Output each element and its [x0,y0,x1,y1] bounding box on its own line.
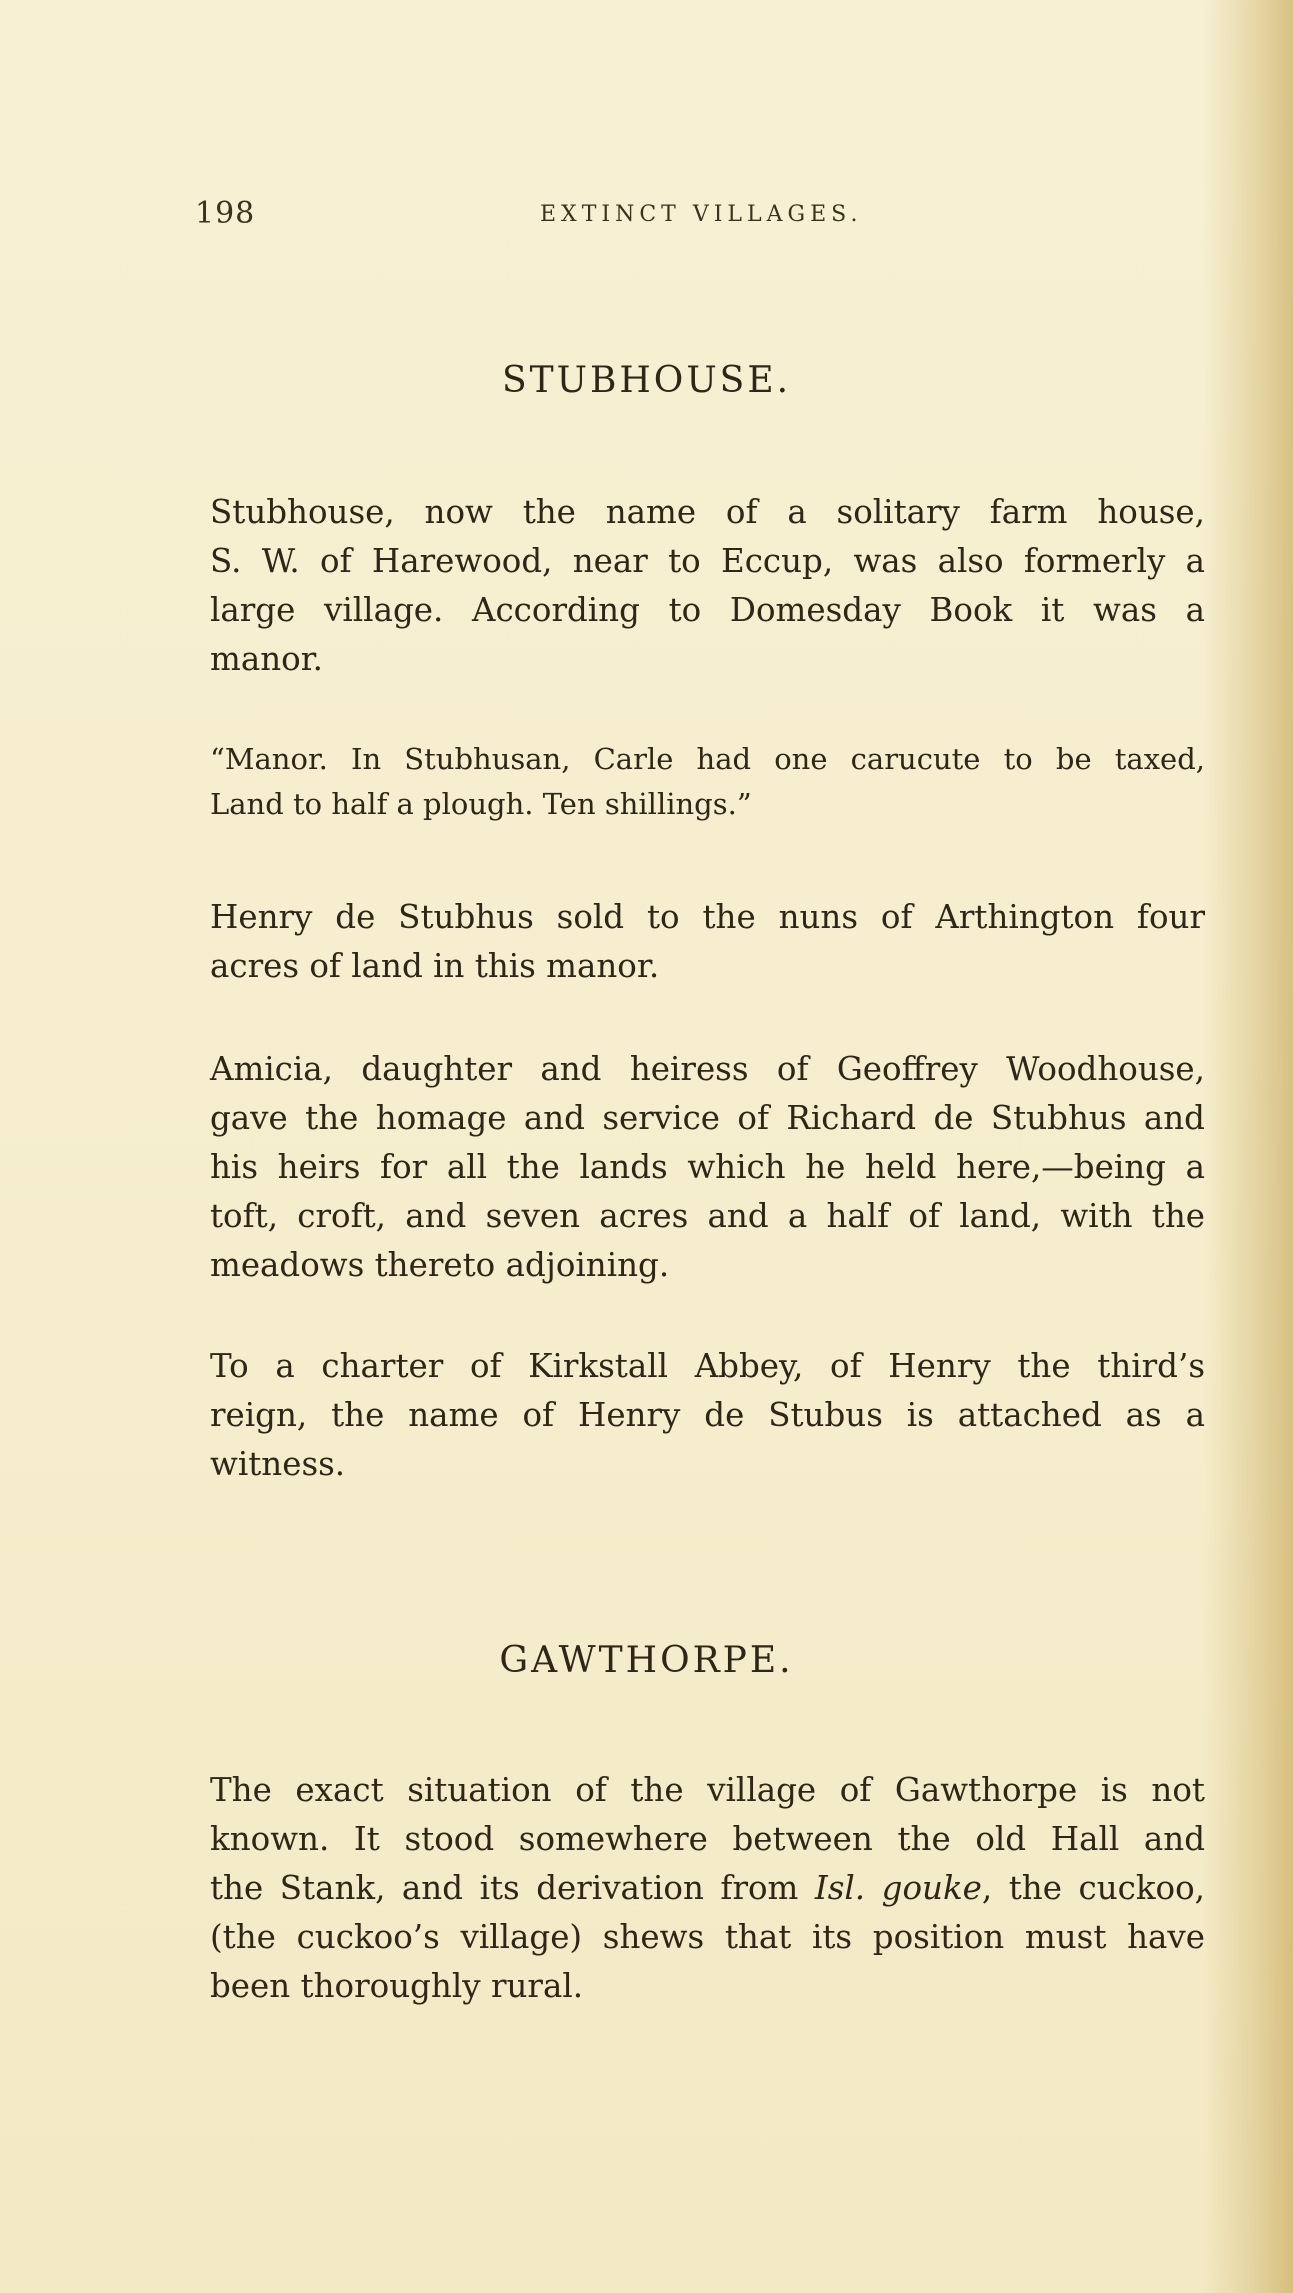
text-line: Amicia, daughter and heiress of Geoffrey Woodhouse, [210,1050,1205,1088]
running-head [195,196,1215,236]
text-line: Stubhouse, now the name of a solitary farm house, [210,493,1205,531]
running-title: EXTINCT VILLAGES. [540,202,863,227]
section-heading-stubhouse: STUBHOUSE. [501,360,792,401]
paragraph-gawthorpe [210,1766,1205,2011]
text-line [210,1864,1205,1913]
text-line: manor. [210,640,323,678]
text-line: been thoroughly rural. [210,1967,584,2005]
text-run: , the cuckoo, [981,1869,1205,1907]
italic-etymology: Isl. gouke [814,1869,982,1907]
text-line: The exact situation of the village of Gawthorpe is not [210,1771,1205,1809]
text-line: S. W. of Harewood, near to Eccup, was also formerly a [210,542,1205,580]
text-line: Land to half a plough. Ten shillings.” [210,787,752,821]
text-line: large village. According to Domesday Book it was a [210,591,1205,629]
paragraph-amicia [210,1045,1205,1290]
paragraph-stubhouse-intro [210,488,1205,684]
domesday-quote [210,737,1205,827]
page-number: 198 [195,196,256,231]
text-line: To a charter of Kirkstall Abbey, of Henry the third’s [210,1347,1205,1385]
text-line: Henry de Stubhus sold to the nuns of Arthington four [210,898,1205,936]
text-line: known. It stood somewhere between the old Hall and [210,1820,1205,1858]
text-line: his heirs for all the lands which he held here,—being a [210,1148,1205,1186]
text-run: the Stank, and its derivation from [210,1869,815,1907]
paragraph-henry-de-stubhus [210,893,1205,991]
text-line: (the cuckoo’s village) shews that its position must have [210,1918,1205,1956]
text-line: acres of land in this manor. [210,947,660,985]
text-line: gave the homage and service of Richard de Stubhus and [210,1099,1205,1137]
text-line: witness. [210,1445,346,1483]
paragraph-kirkstall-charter [210,1342,1205,1489]
text-line: “Manor. In Stubhusan, Carle had one carucute to be taxed, [210,742,1205,776]
text-line: reign, the name of Henry de Stubus is attached as a [210,1396,1205,1434]
text-line: toft, croft, and seven acres and a half of land, with the [210,1197,1205,1235]
text-line: meadows thereto adjoining. [210,1246,670,1284]
section-heading-gawthorpe: GAWTHORPE. [499,1640,794,1681]
